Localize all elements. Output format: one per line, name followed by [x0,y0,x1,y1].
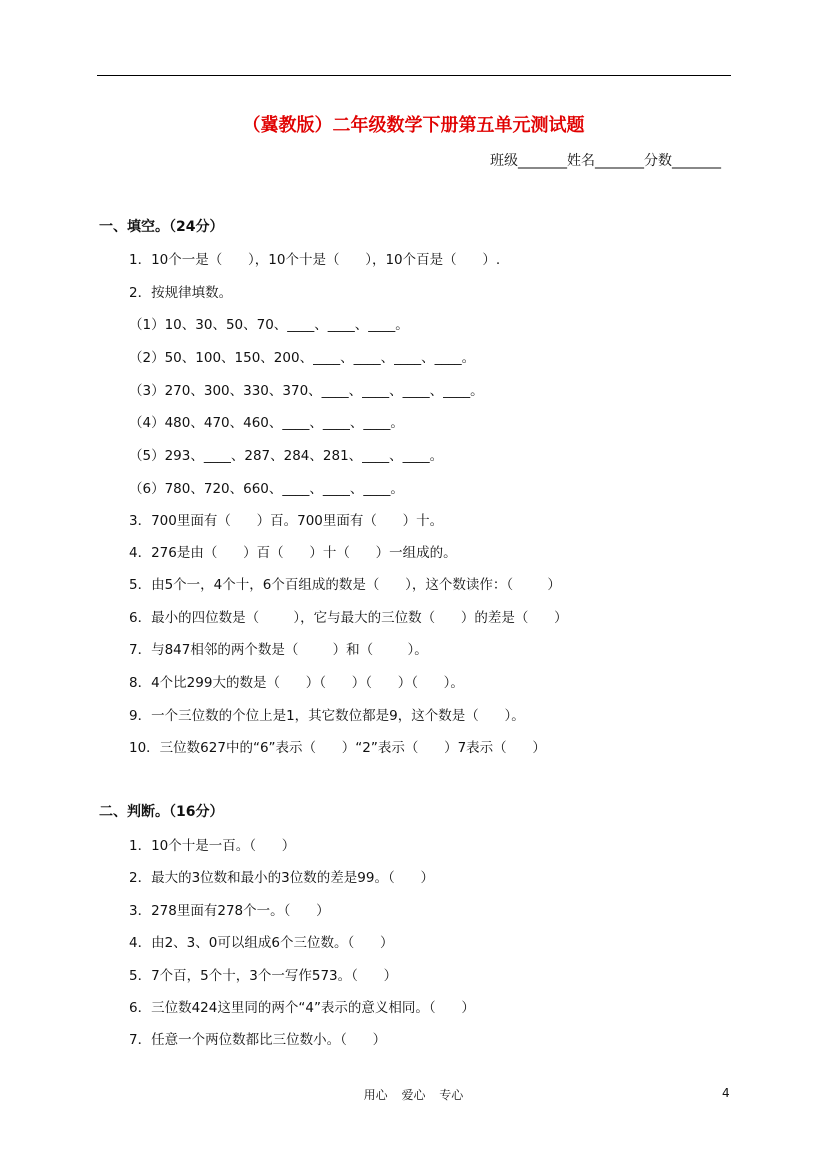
page-footer: 用心 爱心 专心 [363,1088,464,1102]
page-number: 4 [722,1086,730,1100]
question-line: （2）50、100、150、200、____、____、____、____。 [129,350,476,366]
question-line: 1．10个十是一百。（ ） [129,838,296,854]
question-line: 4．276是由（ ）百（ ）十（ ）一组成的。 [129,545,457,561]
question-line: 5．7个百，5个十，3个一写作573。（ ） [129,968,398,984]
student-info-line: 班级_______姓名_______分数_______ [490,153,721,169]
question-line: 2．最大的3位数和最小的3位数的差是99。（ ） [129,870,434,886]
question-line: 6．三位数424这里同的两个“4”表示的意义相同。（ ） [129,1000,475,1016]
question-line: 7．与847相邻的两个数是（ ）和（ ）。 [129,642,428,658]
page-title: （冀教版）二年级数学下册第五单元测试题 [242,115,585,136]
header-rule [97,75,731,76]
question-line: 4．由2、3、0可以组成6个三位数。（ ） [129,935,394,951]
question-line: 9．一个三位数的个位上是1，其它数位都是9，这个数是（ ）。 [129,708,525,724]
question-line: 1．10个一是（ ），10个十是（ ），10个百是（ ）. [129,252,501,268]
question-line: 3．278里面有278个一。（ ） [129,903,330,919]
question-line: 5．由5个一，4个十，6个百组成的数是（ ），这个数读作：（ ） [129,577,561,593]
question-line: （1）10、30、50、70、____、____、____。 [129,317,409,333]
question-line: （5）293、____、287、284、281、____、____。 [129,448,444,464]
question-line: 10．三位数627中的“6”表示（ ）“2”表示（ ）7表示（ ） [129,740,546,756]
question-line: 2．按规律填数。 [129,285,233,301]
section-heading-judge: 二、判断。（16分） [99,804,224,820]
question-line: 8．4个比299大的数是（ ）（ ）（ ）（ ）。 [129,675,464,691]
question-line: （6）780、720、660、____、____、____。 [129,481,404,497]
question-line: （4）480、470、460、____、____、____。 [129,415,404,431]
question-line: 7．任意一个两位数都比三位数小。（ ） [129,1032,387,1048]
question-line: 3．700里面有（ ）百。700里面有（ ）十。 [129,513,444,529]
question-line: （3）270、300、330、370、____、____、____、____。 [129,383,484,399]
section-heading-fill-in: 一、填空。（24分） [99,219,224,235]
question-line: 6．最小的四位数是（ ），它与最大的三位数（ ）的差是（ ） [129,610,568,626]
